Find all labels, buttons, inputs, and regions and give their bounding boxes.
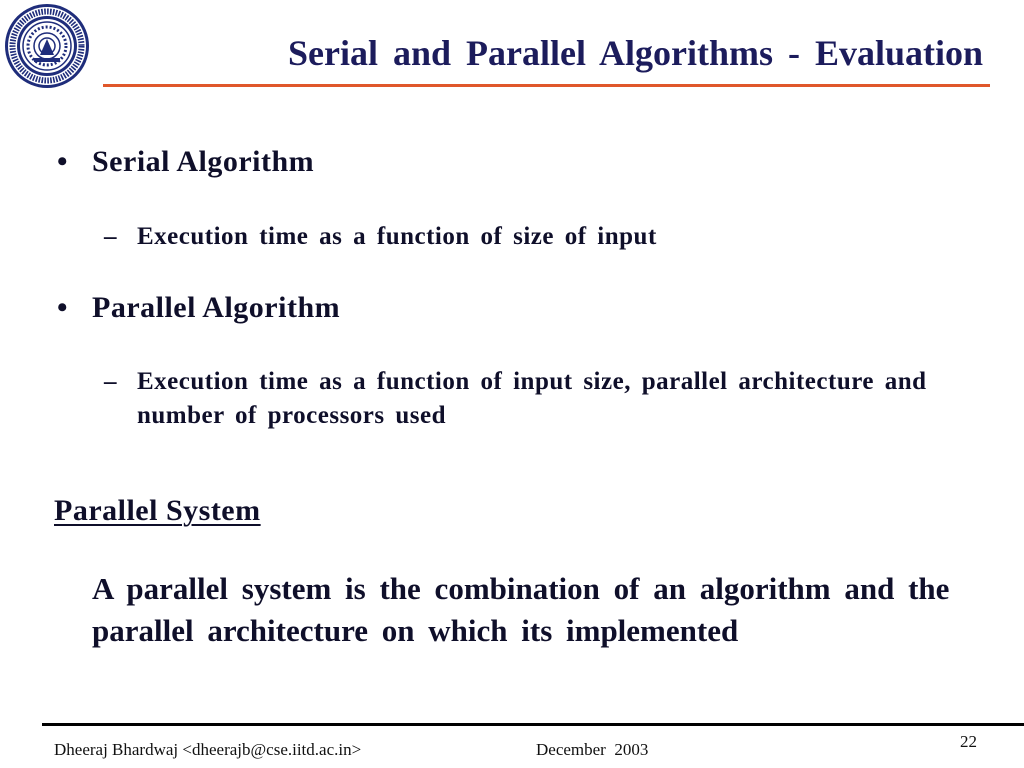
bullet-serial-algorithm: Serial Algorithm <box>92 145 315 178</box>
sub-bullet-text-line-1: Execution time as a function of input size, parallel architecture and <box>137 368 927 395</box>
section-body-line-1: A parallel system is the combination of an algorithm and the <box>92 571 950 606</box>
bullet-parallel-algorithm: Parallel Algorithm <box>92 291 341 324</box>
bullet-marker: • <box>57 291 68 324</box>
footer-author: Dheeraj Bhardwaj <dheerajb@cse.iitd.ac.in> <box>54 740 362 759</box>
section-heading: Parallel System <box>54 494 261 527</box>
title-divider <box>103 84 990 87</box>
page-number: 22 <box>960 732 977 751</box>
footer-date: December 2003 <box>536 740 649 759</box>
slide-title: Serial and Parallel Algorithms - Evaluation <box>287 33 983 73</box>
institute-seal-icon <box>4 3 90 89</box>
section-body-line-2: parallel architecture on which its implemented <box>92 613 739 648</box>
sub-bullet-marker: – <box>104 223 117 250</box>
sub-bullet-text: Execution time as a function of size of input <box>137 223 657 250</box>
footer-divider <box>42 723 1024 726</box>
bullet-marker: • <box>57 145 68 178</box>
sub-bullet-marker: – <box>104 368 117 395</box>
sub-bullet-text-line-2: number of processors used <box>137 402 447 429</box>
